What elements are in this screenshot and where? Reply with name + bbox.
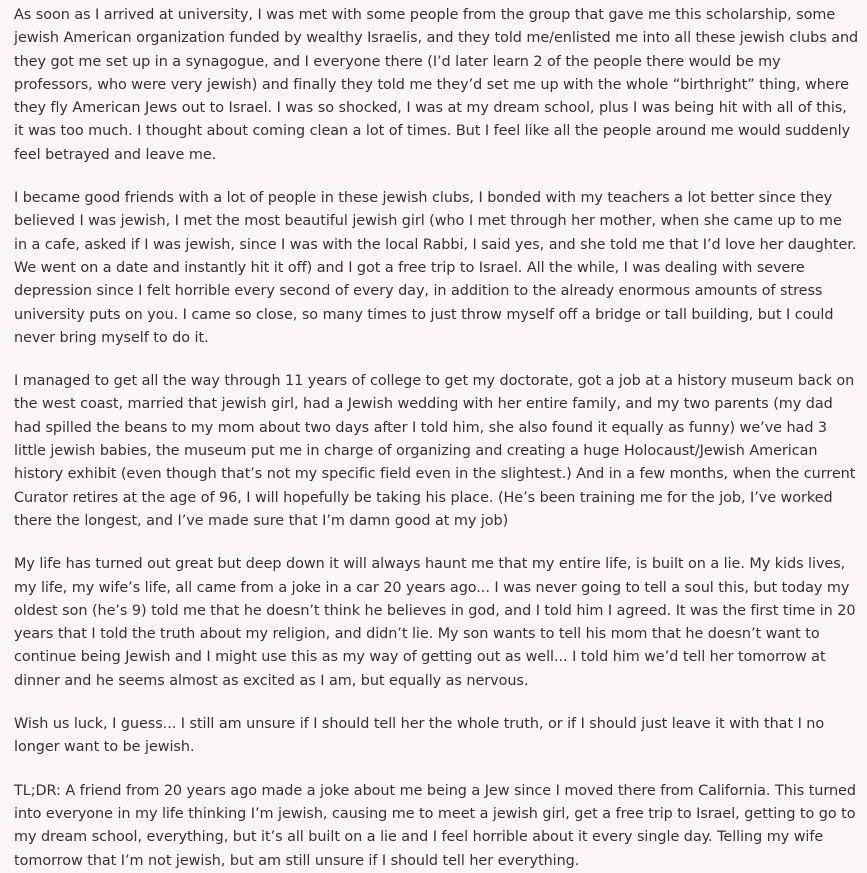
post-paragraph-tldr: TL;DR: A friend from 20 years ago made a joke about me being a Jew since I moved there from California. This turned into everyone in my life thinking I’m jewish, causing me to meet a jewish girl, get a free trip to Israel, getting to go to my dream school, everything, but it’s all built on a lie and I feel horrible about it every single day. Telling my wife tomorrow that I’m not jewish, but am still unsure if I should tell her everything.: [14, 782, 856, 869]
post-paragraph-4: My life has turned out great but deep down it will always haunt me that my entire life, is built on a lie. My kids lives, my life, my wife’s life, all came from a joke in a car 20 years ago... I was never going to tell a soul this, but today my oldest son (he’s 9) told me that he doesn’t think he believes in god, and I told him I agreed. It was the first time in 20 years that I told the truth about my religion, and didn’t lie. My son wants to tell his mom that he doesn’t want to continue being Jewish and I might use this as my way of getting out as well... I told him we’d tell her tomorrow at dinner and he seems almost as excited as I am, but equally as nervous.: [14, 556, 856, 689]
post-paragraph-3: I managed to get all the way through 11 years of college to get my doctorate, got a job at a history museum back on the west coast, married that jewish girl, had a Jewish wedding with her entire family, and my two parents (my dad had spilled the beans to my mom about two days after I told him, she also found it equally as funny) we’ve had 3 little jewish babies, the museum put me in charge of organizing and creating a huge Holocaust/Jewish American history exhibit (even though that’s not my specific field even in the slightest.) And in a few months, when the current Curator retires at the age of 96, I will hopefully be taking his place. (He’s been training me for the job, I’ve worked there the longest, and I’ve made sure that I’m damn good at my job): [14, 373, 856, 529]
post-paragraph-1: As soon as I arrived at university, I was met with some people from the group that gave me this scholarship, some jewish American organization funded by wealthy Israelis, and they told me/enlisted me into all these jewish clubs and they got me set up in a synagogue, and I everyone there (I’d later learn 2 of the people there would be my professors, who were very jewish) and finally they told me they’d set me up with the whole “birthright” thing, where they fly American Jews out to Israel. I was so shocked, I was at my dream school, plus I was being hit with all of this, it was too much. I thought about coming clean a lot of times. But I feel like all the people around me would suddenly feel betrayed and leave me.: [14, 7, 859, 163]
post-paragraph-5: Wish us luck, I guess... I still am unsure if I should tell her the whole truth, or if I should just leave it with that I no longer want to be jewish.: [14, 716, 825, 756]
post-paragraph-2: I became good friends with a lot of people in these jewish clubs, I bonded with my teachers a lot better since they believed I was jewish, I met the most beautiful jewish girl (who I met through her mother, when she came up to me in a cafe, asked if I was jewish, since I was with the local Rabbi, I said yes, and she told me that I’d love her daughter. We went on a date and instantly hit it off) and I got a free trip to Israel. All the while, I was dealing with severe depression since I felt horrible every second of every day, in addition to the already enormous amounts of stress university puts on you. I came so close, so many times to just throw myself off a bridge or tall building, but I could never bring myself to do it.: [14, 190, 857, 346]
